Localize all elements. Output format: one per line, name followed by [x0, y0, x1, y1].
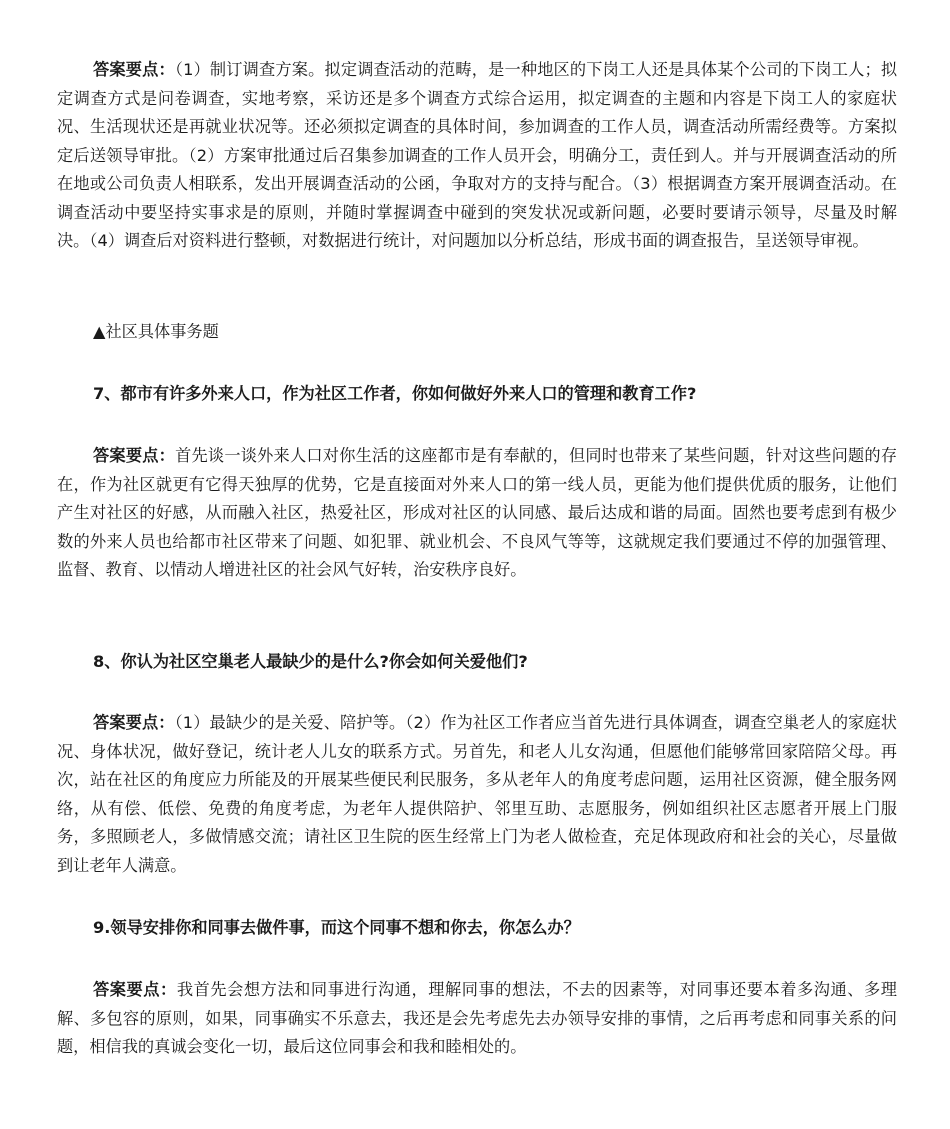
question-9-heading: 9.领导安排你和同事去做件事，而这个同事不想和你去，你怎么办？	[93, 918, 580, 937]
question-7-heading: 7、都市有许多外来人口，作为社区工作者，你如何做好外来人口的管理和教育工作?	[93, 384, 697, 403]
answer-text: 我首先会想方法和同事进行沟通，理解同事的想法，不去的因素等，对同事还要本着多沟通、多理解、多包容的原则，如果，同事确实不乐意去，我还是会先考虑先去办领导安排的事情，之后再考虑和同事关系的问题，相信我的真诚会变化一切，最后这位同事会和我和睦相处的。	[57, 980, 897, 1056]
answer-label: 答案要点：	[93, 713, 175, 732]
answer-label: 答案要点：	[93, 60, 175, 79]
answer-paragraph-8	[57, 709, 897, 880]
answer-label: 答案要点：	[93, 980, 177, 999]
answer-label: 答案要点：	[93, 446, 176, 465]
answer-text: （1）最缺少的是关爱、陪护等。（2）作为社区工作者应当首先进行具体调查，调查空巢老人的家庭状况、身体状况，做好登记，统计老人儿女的联系方式。另首先，和老人儿女沟通，但愿他们能够常回家陪陪父母。再次，站在社区的角度应力所能及的开展某些便民利民服务，多从老年人的角度考虑问题，运用社区资源，健全服务网络，从有偿、低偿、免费的角度考虑，为老年人提供陪护、邻里互助、志愿服务，例如组织社区志愿者开展上门服务，多照顾老人，多做情感交流；请社区卫生院的医生经常上门为老人做检查，充足体现政府和社会的关心，尽量做到让老年人满意。	[57, 713, 897, 875]
answer-text: （1）制订调查方案。拟定调查活动的范畴，是一种地区的下岗工人还是具体某个公司的下岗工人；拟定调查方式是问卷调查，实地考察，采访还是多个调查方式综合运用，拟定调查的主题和内容是下岗工人的家庭状况、生活现状还是再就业状况等。还必须拟定调查的具体时间，参加调查的工作人员，调查活动所需经费等。方案拟定后送领导审批。（2）方案审批通过后召集参加调查的工作人员开会，明确分工，责任到人。并与开展调查活动的所在地或公司负责人相联系，发出开展调查活动的公函，争取对方的支持与配合。（3）根据调查方案开展调查活动。在调查活动中要坚持实事求是的原则，并随时掌握调查中碰到的突发状况或新问题，必要时要请示领导，尽量及时解决。（4）调查后对资料进行整顿，对数据进行统计，对问题加以分析总结，形成书面的调查报告，呈送领导审视。	[57, 60, 898, 250]
question-8-heading: 8、你认为社区空巢老人最缺少的是什么?你会如何关爱他们?	[93, 652, 528, 671]
answer-paragraph-6	[57, 56, 897, 256]
section-heading: ▲社区具体事务题	[93, 322, 219, 341]
answer-text: 首先谈一谈外来人口对你生活的这座都市是有奉献的，但同时也带来了某些问题，针对这些问题的存在，作为社区就更有它得天独厚的优势，它是直接面对外来人口的第一线人员，更能为他们提供优质的服务，让他们产生对社区的好感，从而融入社区，热爱社区，形成对社区的认同感、最后达成和谐的局面。固然也要考虑到有极少数的外来人员也给都市社区带来了问题、如犯罪、就业机会、不良风气等等，这就规定我们要通过不停的加强管理、监督、教育、以情动人增进社区的社会风气好转，治安秩序良好。	[57, 446, 898, 579]
answer-paragraph-9	[57, 976, 897, 1062]
answer-paragraph-7	[57, 442, 897, 585]
